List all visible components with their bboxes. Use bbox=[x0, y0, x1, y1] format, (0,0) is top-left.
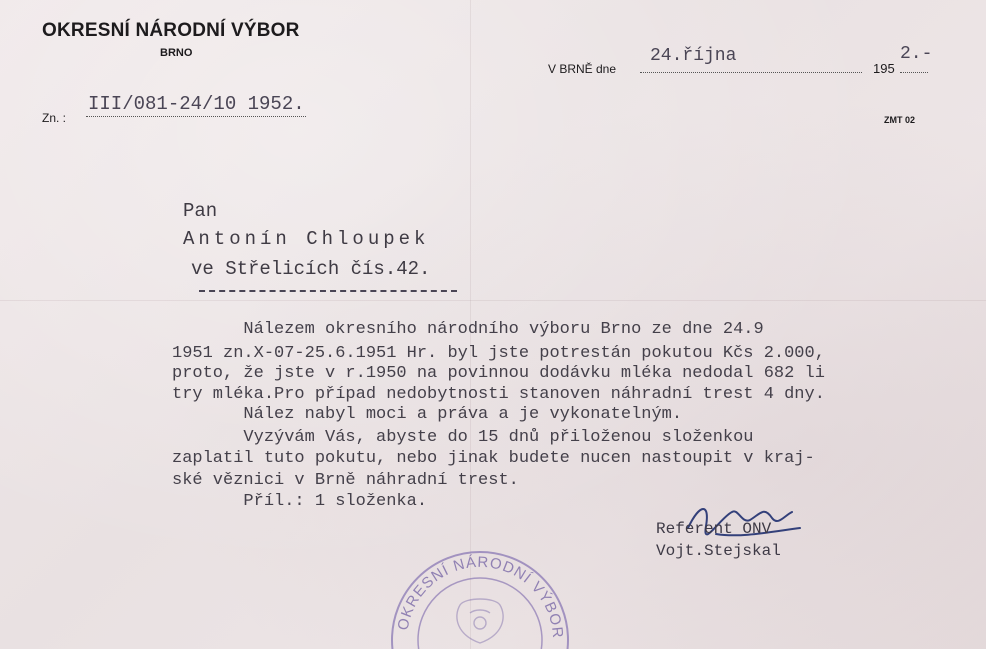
paper-crease bbox=[0, 300, 986, 301]
body-line: try mléka.Pro případ nedobytnosti stanoven náhradní trest 4 dny. bbox=[172, 385, 825, 404]
date-dotted-line bbox=[640, 72, 862, 73]
issuing-city: BRNO bbox=[160, 47, 193, 59]
year-dotted-line bbox=[900, 72, 928, 73]
signatory-name: Vojt.Stejskal bbox=[656, 542, 781, 560]
reference-number: III/081-24/10 1952. bbox=[88, 93, 305, 115]
body-line: ské věznici v Brně náhradní trest. bbox=[172, 471, 519, 490]
body-line: Nálezem okresního národního výboru Brno ze dne 24.9 bbox=[172, 320, 764, 339]
body-line: proto, že jste v r.1950 na povinnou dodávku mléka nedodal 682 li bbox=[172, 364, 825, 383]
year-prefix: 195 bbox=[873, 61, 895, 76]
body-line: Příl.: 1 složenka. bbox=[172, 492, 428, 511]
body-line: Nález nabyl moci a práva a je vykonatelným. bbox=[172, 405, 683, 424]
signatory-title: Referent ONV bbox=[656, 520, 772, 538]
reference-label: Zn. : bbox=[42, 111, 67, 125]
svg-text:OKRESNÍ NÁRODNÍ VÝBOR: OKRESNÍ NÁRODNÍ VÝBOR bbox=[394, 553, 567, 640]
date-value: 24.října bbox=[650, 46, 737, 66]
place-label: V BRNĚ dne bbox=[548, 62, 617, 76]
body-line: Vyzývám Vás, abyste do 15 dnů přiloženou složenkou bbox=[172, 428, 754, 447]
address-salutation: Pan bbox=[183, 200, 218, 222]
address-location: ve Střelicích čís.42. bbox=[191, 258, 431, 280]
body-line: 1951 zn.X-07-25.6.1951 Hr. byl jste potrestán pokutou Kčs 2.000, bbox=[172, 344, 825, 363]
address-dashed-rule bbox=[199, 290, 457, 292]
official-stamp bbox=[385, 545, 575, 649]
body-line: zaplatil tuto pokutu, nebo jinak budete nucen nastoupit v kraj- bbox=[172, 449, 815, 468]
form-code: ZMT 02 bbox=[884, 115, 916, 125]
issuing-office: OKRESNÍ NÁRODNÍ VÝBOR bbox=[42, 20, 300, 41]
reference-dotted-line bbox=[86, 116, 306, 117]
address-name: Antonín Chloupek bbox=[183, 228, 430, 250]
year-value: 2.- bbox=[900, 44, 933, 64]
